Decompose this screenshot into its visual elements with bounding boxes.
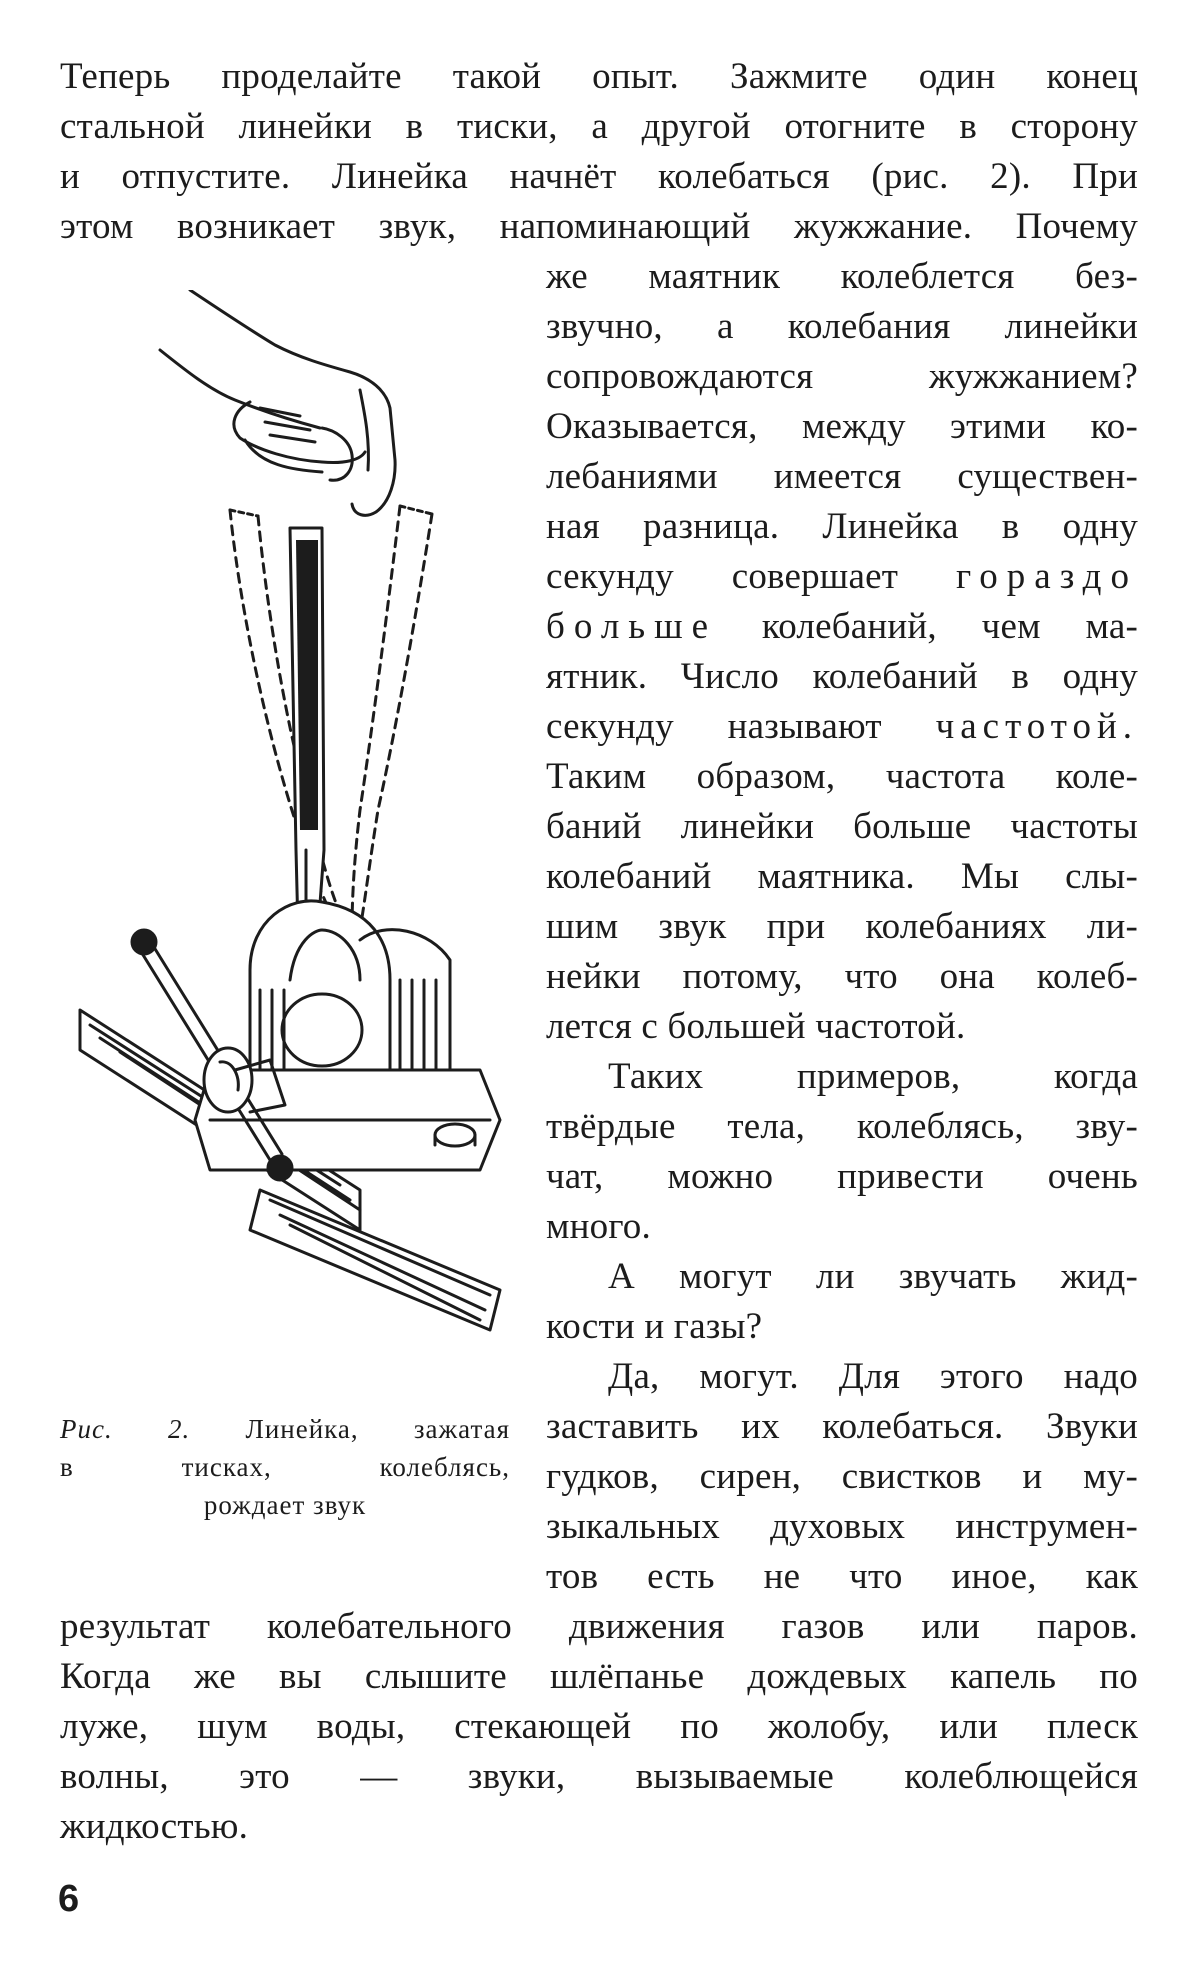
text-line: нейки потому, что она колеб- [546, 956, 1138, 997]
text-line: твёрдые тела, колеблясь, зву- [546, 1106, 1138, 1147]
caption-line [60, 1410, 510, 1448]
text-line: много. [546, 1206, 651, 1247]
text-line: этом возникает звук, напоминающий жужжание. Почему [60, 206, 1138, 247]
text-line: баний линейки больше частоты [546, 806, 1138, 847]
text-line: А могут ли звучать жид- [608, 1256, 1138, 1297]
text-line: и отпустите. Линейка начнёт колебаться (рис. 2). При [60, 156, 1138, 197]
text-line: звучно, а колебания линейки [546, 306, 1138, 347]
caption-text: Линейка, зажатая [245, 1414, 510, 1444]
text-line: ная разница. Линейка в одну [546, 506, 1138, 547]
emphasized-word: гораздо [956, 556, 1138, 597]
text-line: колебаний маятника. Мы слы- [546, 856, 1138, 897]
text-line: шим звук при колебаниях ли- [546, 906, 1138, 947]
text-line: результат колебательного движения газов или паров. [60, 1606, 1138, 1647]
text-line: Теперь проделайте такой опыт. Зажмите один конец [60, 56, 1138, 97]
text-line: кости и газы? [546, 1306, 763, 1347]
figure-caption [60, 1410, 510, 1524]
text-line: Когда же вы слышите шлёпанье дождевых капель по [60, 1656, 1138, 1697]
text-line: гудков, сирен, свистков и му- [546, 1456, 1138, 1497]
text-line: Таким образом, частота коле- [546, 756, 1138, 797]
text-line: стальной линейки в тиски, а другой отогните в сторону [60, 106, 1138, 147]
ruler-in-vise-illustration [60, 290, 530, 1370]
text-line: лется с большей частотой. [546, 1006, 966, 1047]
text-line: луже, шум воды, стекающей по жолобу, или плеск [60, 1706, 1138, 1747]
text-fragment: секунду называют [546, 706, 882, 747]
text-fragment: секунду совершает [546, 556, 899, 597]
text-line: Таких примеров, когда [608, 1056, 1138, 1097]
text-line: тов есть не что иное, как [546, 1556, 1138, 1597]
text-line: волны, это — звуки, вызываемые колеблющейся [60, 1756, 1138, 1797]
text-line: жидкостью. [60, 1806, 249, 1847]
text-line: сопровождаются жужжанием? [546, 356, 1138, 397]
text-line [546, 702, 1138, 752]
text-line: лебаниями имеется существен- [546, 456, 1138, 497]
text-line: Оказывается, между этими ко- [546, 406, 1138, 447]
text-line [546, 552, 1138, 602]
emphasized-word: частотой. [935, 706, 1138, 747]
page-number: 6 [58, 1878, 80, 1920]
emphasized-word: больше [546, 606, 718, 647]
hand-icon [160, 290, 395, 515]
text-line [546, 602, 1138, 652]
caption-line: рождает звук [203, 1490, 367, 1520]
text-line: же маятник колеблется без- [546, 256, 1138, 297]
caption-label: Рис. 2. [60, 1414, 191, 1444]
caption-line: в тисках, колеблясь, [60, 1452, 510, 1482]
text-fragment: колебаний, чем ма- [761, 606, 1138, 647]
text-line: Да, могут. Для этого надо [608, 1356, 1138, 1397]
text-line: зыкальных духовых инструмен- [546, 1506, 1138, 1547]
text-line: заставить их колебаться. Звуки [546, 1406, 1138, 1447]
text-line: чат, можно привести очень [546, 1156, 1138, 1197]
text-line: ятник. Число колебаний в одну [546, 656, 1138, 697]
